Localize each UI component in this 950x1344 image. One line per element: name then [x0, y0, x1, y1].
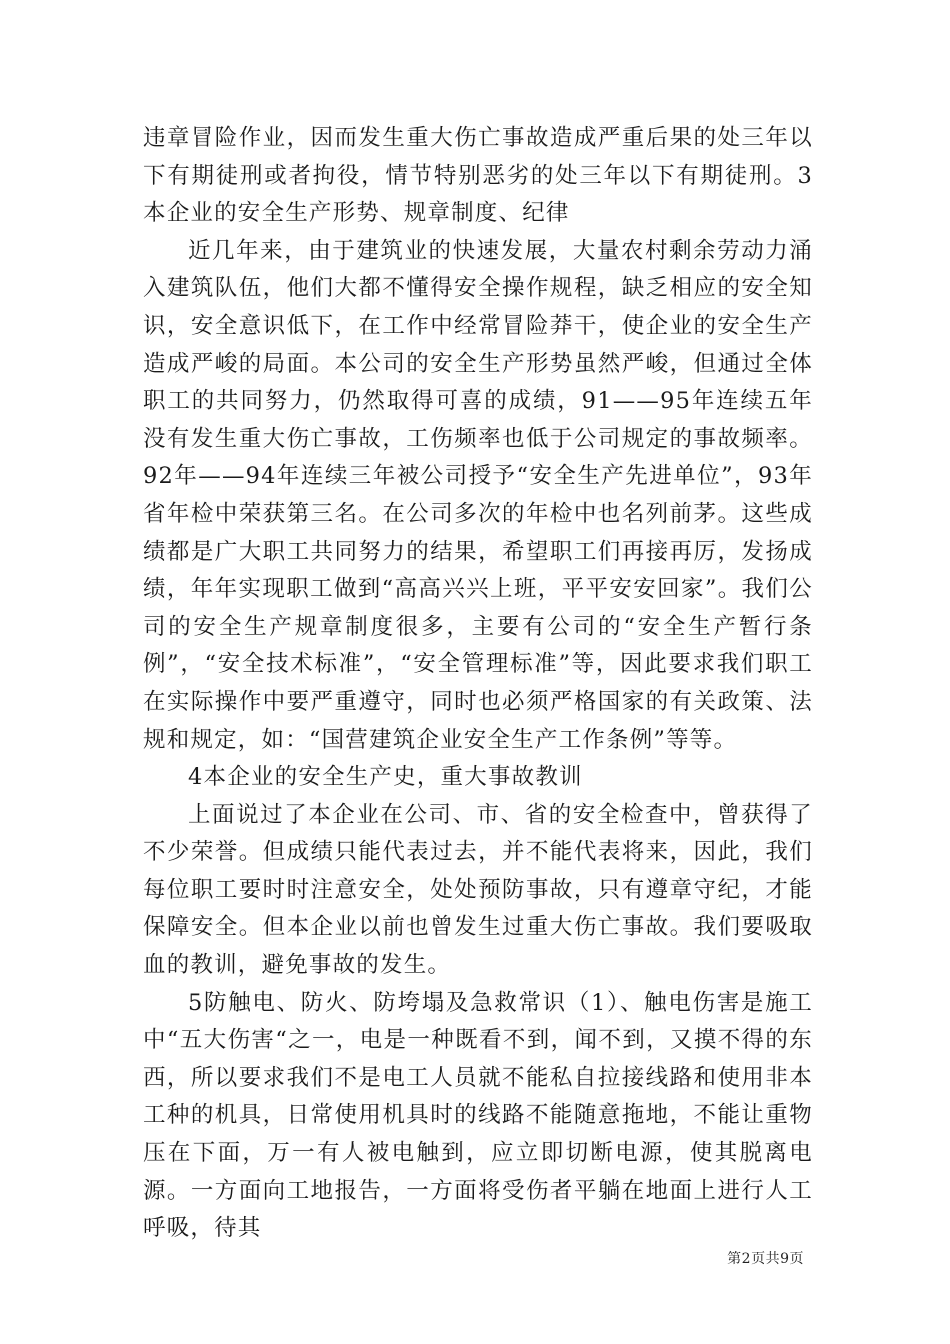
paragraph-safety-history: 上面说过了本企业在公司、市、省的安全检查中，曾获得了不少荣誉。但成绩只能代表过去，并不能代表将来，因此，我们每位职工要时时注意安全，处处预防事故，只有遵章守纪，才能保障安全。但本企业以前也曾发生过重大伤亡事故。我们要吸取血的教训，避免事故的发生。 — [143, 801, 813, 979]
paragraph-penalty-and-section-3: 违章冒险作业，因而发生重大伤亡事故造成严重后果的处三年以下有期徒刑或者拘役，情节特别恶劣的处三年以下有期徒刑。3本企业的安全生产形势、规章制度、纪律 — [143, 125, 813, 227]
paragraph-safety-situation: 近几年来，由于建筑业的快速发展，大量农村剩余劳动力涌入建筑队伍，他们大都不懂得安全操作规程，缺乏相应的安全知识，安全意识低下，在工作中经常冒险莽干，使企业的安全生产造成严峻的局面。本公司的安全生产形势虽然严峻，但通过全体职工的共同努力，仍然取得可喜的成绩，91——95年连续五年没有发生重大伤亡事故，工伤频率也低于公司规定的事故频率。92年——94年连续三年被公司授予“安全生产先进单位”，93年省年检中荣获第三名。在公司多次的年检中也名列前茅。这些成绩都是广大职工共同努力的结果，希望职工们再接再厉，发扬成绩，年年实现职工做到“高高兴兴上班，平平安安回家”。我们公司的安全生产规章制度很多，主要有公司的“安全生产暂行条例”，“安全技术标准”，“安全管理标准”等，因此要求我们职工在实际操作中要严重遵守，同时也必须严格国家的有关政策、法规和规定，如：“国营建筑企业安全生产工作条例”等等。 — [143, 237, 813, 753]
paragraph-electric-shock: 5防触电、防火、防垮塌及急救常识（1）、触电伤害是施工中“五大伤害“之一，电是一种既看不到，闻不到，又摸不得的东西，所以要求我们不是电工人员就不能私自拉接线路和使用非本工种的机具，日常使用机具时的线路不能随意拖地，不能让重物压在下面，万一有人被电触到，应立即切断电源，使其脱离电源。一方面向工地报告，一方面将受伤者平躺在地面上进行人工呼吸，待其 — [143, 989, 813, 1242]
section-heading-4: 4本企业的安全生产史，重大事故教训 — [188, 764, 583, 791]
page-number: 第2页共9页 — [727, 1251, 804, 1267]
document-body — [143, 120, 813, 1248]
